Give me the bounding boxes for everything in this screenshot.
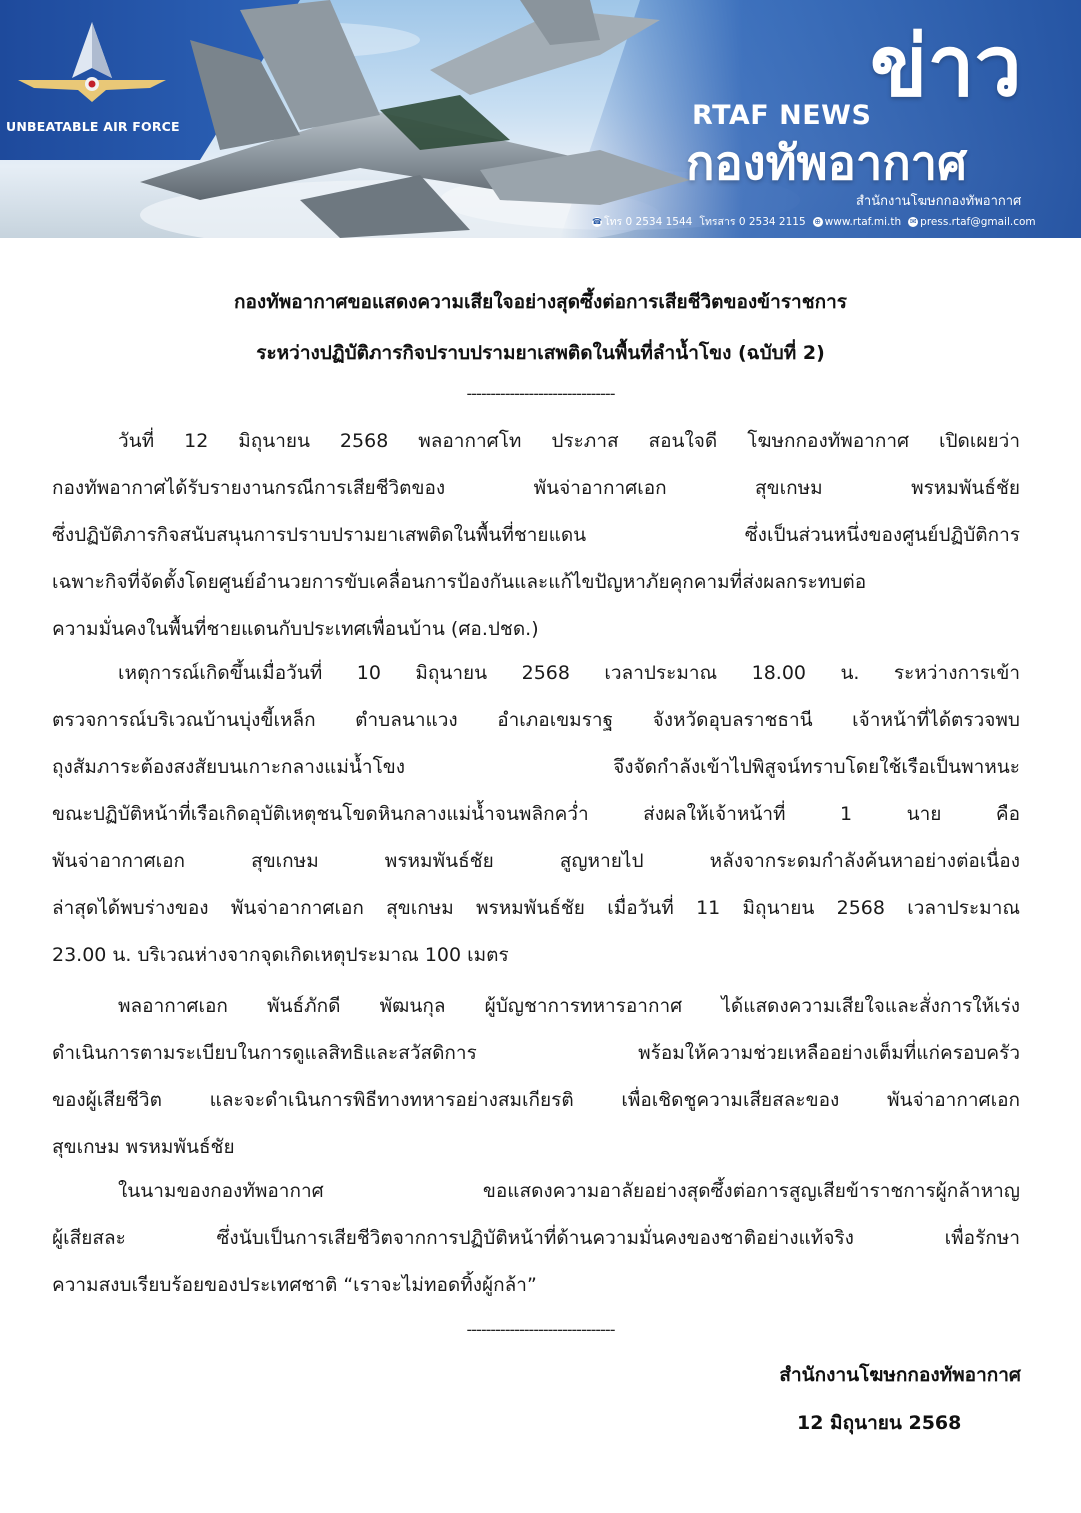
paragraph-line: ถุงสัมภาระต้องสงสัยบนเกาะกลางแม่น้ำโขง จึงจัดกำลังเข้าไปพิสูจน์ทราบโดยใช้เรือเป็นพาหนะ: [52, 756, 1020, 778]
paragraph-line: เหตุการณ์เกิดขึ้นเมื่อวันที่ 10 มิถุนายน 2568 เวลาประมาณ 18.00 น. ระหว่างการเข้า: [118, 662, 1020, 684]
paragraph-line: เฉพาะกิจที่จัดตั้งโดยศูนย์อำนวยการขับเคลื่อนการป้องกันและแก้ไขปัญหาภัยคุกคามที่ส่งผลกระทบต่อ: [52, 571, 867, 593]
globe-icon: ⊕: [814, 216, 821, 226]
signature-date: 12 มิถุนายน 2568: [797, 1412, 962, 1434]
mail-icon: ✉: [909, 216, 917, 226]
paragraph-2: [52, 650, 1020, 979]
document-title-line-2: ระหว่างปฏิบัติภารกิจปราบปรามยาเสพติดในพื้นที่ลำน้ำโขง (ฉบับที่ 2): [256, 342, 825, 364]
phone-icon: ☎: [592, 217, 602, 226]
rtaf-news-label: RTAF NEWS: [692, 100, 872, 131]
contact-fax: โทรสาร 0 2534 2115: [699, 216, 806, 228]
contact-email: ✉ press.rtaf@gmail.com: [909, 215, 1036, 228]
paragraph-line: ดำเนินการตามระเบียบในการดูแลสิทธิและสวัสดิการ พร้อมให้ความช่วยเหลืออย่างเต็มที่แก่ครอบครัว: [52, 1042, 1020, 1064]
press-office-label: สำนักงานโฆษกกองทัพอากาศ: [856, 194, 1022, 209]
paragraph-line: สุขเกษม พรหมพันธ์ชัย: [52, 1136, 235, 1158]
document-title-line-1: กองทัพอากาศขอแสดงความเสียใจอย่างสุดซึ้งต่อการเสียชีวิตของข้าราชการ: [234, 291, 847, 313]
paragraph-line: พันจ่าอากาศเอก สุขเกษม พรหมพันธ์ชัย สูญหายไป หลังจากระดมกำลังค้นหาอย่างต่อเนื่อง: [52, 850, 1020, 872]
paragraph-line: ความสงบเรียบร้อยของประเทศชาติ “เราจะไม่ทอดทิ้งผู้กล้า”: [52, 1274, 537, 1296]
contact-website: ⊕ www.rtaf.mi.th: [814, 215, 902, 228]
paragraph-line: ล่าสุดได้พบร่างของ พันจ่าอากาศเอก สุขเกษม พรหมพันธ์ชัย เมื่อวันที่ 11 มิถุนายน 2568 เวลาประมาณ: [52, 897, 1020, 919]
paragraph-line: ในนามของกองทัพอากาศ ขอแสดงความอาลัยอย่างสุดซึ้งต่อการสูญเสียข้าราชการผู้กล้าหาญ: [118, 1180, 1020, 1202]
paragraph-line: กองทัพอากาศได้รับรายงานกรณีการเสียชีวิตของ พันจ่าอากาศเอก สุขเกษม พรหมพันธ์ชัย: [52, 477, 1020, 499]
paragraph-line: 23.00 น. บริเวณห่างจากจุดเกิดเหตุประมาณ 100 เมตร: [52, 944, 509, 966]
contact-bar: [592, 213, 1077, 230]
contact-phone: ☎ โทร 0 2534 1544: [592, 216, 693, 228]
paragraph-line: พลอากาศเอก พันธ์ภักดี พัฒนกุล ผู้บัญชาการทหารอากาศ ได้แสดงความเสียใจและสั่งการให้เร่ง: [118, 995, 1020, 1017]
paragraph-1: [52, 418, 1020, 653]
paragraph-line: วันที่ 12 มิถุนายน 2568 พลอากาศโท ประภาส สอนใจดี โฆษกกองทัพอากาศ เปิดเผยว่า: [118, 430, 1020, 452]
air-force-thai-label: กองทัพอากาศ: [686, 136, 967, 191]
paragraph-line: ของผู้เสียชีวิต และจะดำเนินการพิธีทางทหารอย่างสมเกียรติ เพื่อเชิดชูความเสียสละของ พันจ่าอากาศเอก: [52, 1089, 1020, 1111]
header-banner: [0, 0, 1081, 238]
paragraph-line: ผู้เสียสละ ซึ่งนับเป็นการเสียชีวิตจากการปฏิบัติหน้าที่ด้านความมั่นคงของชาติอย่างแท้จริง เพื่อรักษา: [52, 1227, 1020, 1249]
paragraph-line: ขณะปฏิบัติหน้าที่เรือเกิดอุบัติเหตุชนโขดหินกลางแม่น้ำจนพลิกคว่ำ ส่งผลให้เจ้าหน้าที่ 1 นาย คือ: [52, 803, 1020, 825]
separator-bottom: -------------------------------: [466, 1320, 615, 1339]
paragraph-line: ความมั่นคงในพื้นที่ชายแดนกับประเทศเพื่อนบ้าน (ศอ.ปชด.): [52, 618, 539, 640]
paragraph-3: [52, 983, 1020, 1171]
logo-text: UNBEATABLE AIR FORCE: [6, 119, 180, 134]
paragraph-4: [52, 1168, 1020, 1309]
news-thai-label: ข่าว: [870, 17, 1022, 115]
separator-top: -------------------------------: [466, 384, 615, 403]
paragraph-line: ซึ่งปฏิบัติภารกิจสนับสนุนการปราบปรามยาเสพติดในพื้นที่ชายแดน ซึ่งเป็นส่วนหนึ่งของศูนย์ปฏิบัติการ: [52, 524, 1020, 546]
signature-office: สำนักงานโฆษกกองทัพอากาศ: [779, 1364, 1021, 1386]
paragraph-line: ตรวจการณ์บริเวณบ้านบุ่งขี้เหล็ก ตำบลนาแวง อำเภอเขมราฐ จังหวัดอุบลราชธานี เจ้าหน้าที่ได้ตรวจพบ: [52, 709, 1020, 731]
